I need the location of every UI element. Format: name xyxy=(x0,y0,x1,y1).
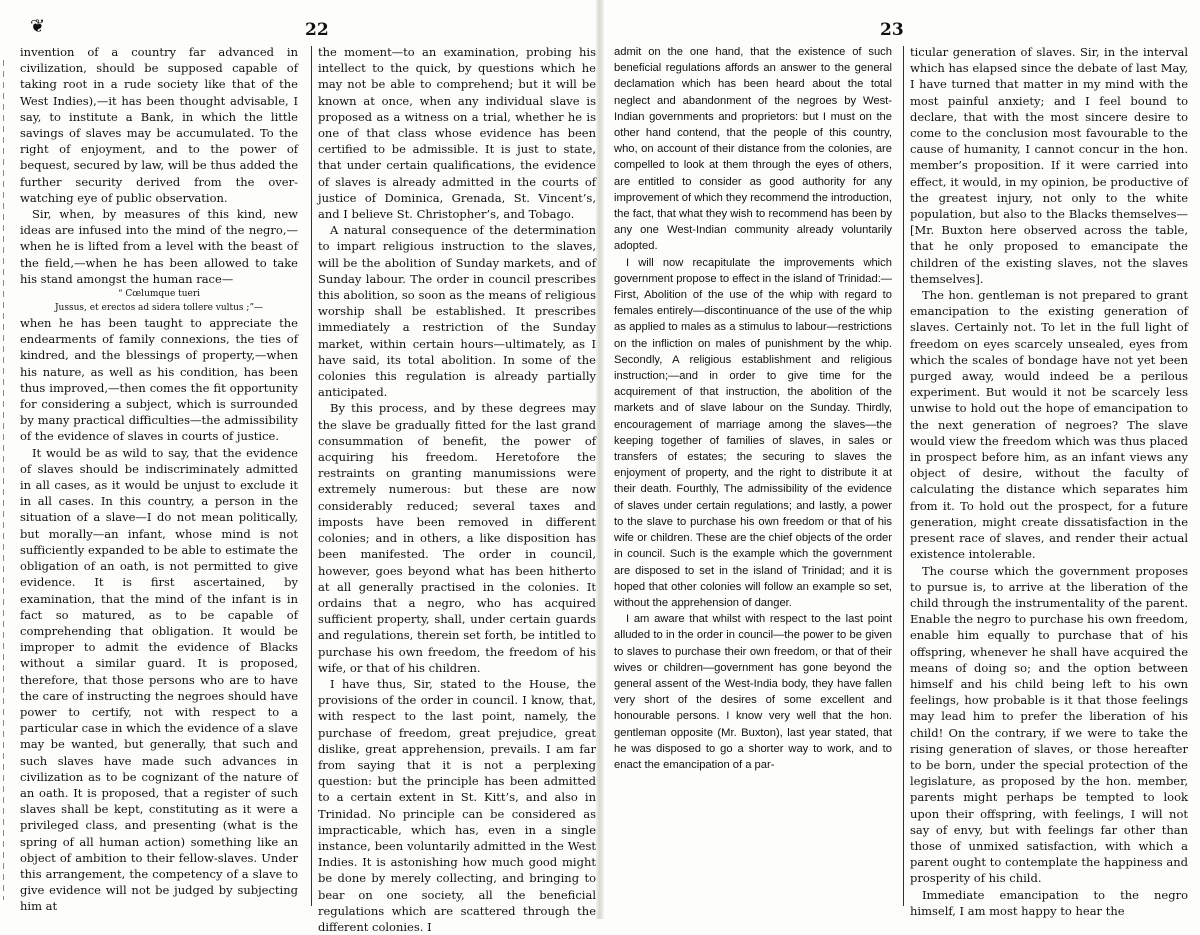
text-column-1 xyxy=(20,44,298,915)
paragraph: Immediate emancipation to the negro himself, I am most happy to hear the xyxy=(910,887,1188,918)
paragraph: ticular generation of slaves. Sir, in the interval which has elapsed since the debate of last May, I have turned that matter in my mind with the most painful anxiety; and I feel bound to declare, that with the most sincere desire to come to the conclusion most favourable to the cause of humanity, I cannot concur in the hon. member’s proposition. If it were carried into effect, it would, in my opinion, be productive of the greatest injury, not only to the white population, but also to the Blacks themselves—[Mr. Buxton here observed across the table, that he only proposed to emancipate the children of the existing slaves, not the slaves themselves]. xyxy=(910,45,1188,286)
page-number-left: 22 xyxy=(305,20,329,40)
paragraph: The course which the government proposes to pursue is, to arrive at the liberation of the child through the instrumentality of the parent. Enable the negro to purchase his own freedom, enable him equally to purchase that of his offspring, whenever he shall have acquired the means of doing so; and the option between himself and his child being left to his own feelings, how probable is it that those feelings may lead him to prefer the liberation of his child! On the contrary, if we were to take the rising generation of slaves, or those hereafter to be born, under the special protection of the legislature, as proposed by the hon. member, parents might perhaps be tempted to look upon their offspring, with feelings, I will not say of envy, but with feelings far other than those of unmixed satisfaction, with which a parent ought to contemplate the happiness and prosperity of his child. xyxy=(910,563,1188,886)
paragraph: invention of a country far advanced in civilization, should be supposed capable of taking root in a rude society like that of the West Indies),—it has been thought advisable, I say, to institute a Bank, in which the little savings of slaves may be accumulated. To the right of enjoyment, and to the power of bequest, secured by law, will be thus added the further security derived from the over-watching eye of public observation. xyxy=(20,45,298,205)
paragraph: I will now recapitulate the improvements which government propose to effect in the island of Trinidad:—First, Abolition of the use of the whip with regard to females entirely—discontinuance of the use of the whip as applied to males as a stimulus to labour—restrictions on the infliction on males of punishment by the whip. Secondly, A religious establishment and religious instruction;—and in order to give time for the acquirement of that instruction, the abolition of the markets and of slave labour on the Sunday. Thirdly, encouragement of marriage among the slaves—the keeping together of families of slaves, in sales or transfers of estates; the securing to slaves the enjoyment of property, and the right to distribute it at their death. Fourthly, The admissibility of the evidence of slaves under certain regulations; and lastly, a power to the slave to purchase his own freedom or that of his wife or children. These are the chief objects of the order in council. Such is the example which the government are disposed to set in the island of Trinidad; and it is hoped that other colonies will follow an example so set, without the apprehension of danger. xyxy=(614,256,892,609)
paragraph: It would be as wild to say, that the evidence of slaves should be indiscriminately admitted in all cases, as it would be unjust to exclude it in all cases. In this country, a person in the situation of a slave—I do not mean politically, but morally—an infant, whose mind is not sufficiently expanded to be able to estimate the obligation of an oath, is not permitted to give evidence. It is first ascertained, by examination, that the mind of the infant is in fact so matured, as to be capable of comprehending that obligation. It would be improper to admit the evidence of Blacks without a similar guard. It is proposed, therefore, that those persons who are to have the care of instructing the negroes should have power to certify, not with respect to a particular case in which the evidence of a slave may be wanted, but generally, that such and such slaves have made such advances in civilization as to be cognizant of the nature of an oath. It is proposed, that a register of such slaves shall be kept, constituting as it were a privileged class, and presenting (what is the spring of all human action) something like an object of ambition to their fellow-slaves. Under this arrangement, the competency of a slave to give evidence will not be judged by subjecting him at xyxy=(20,445,298,914)
page-edge-shadow xyxy=(3,60,4,900)
book-gutter xyxy=(596,0,604,919)
paragraph: the moment—to an examination, probing his intellect to the quick, by questions which he may not be able to comprehend; but it will be known at once, when any individual slave is proposed as a witness on a trial, whether he is one of that class whose evidence has been certified to be admissible. It is just to state, that under certain qualifications, the evidence of slaves is already admitted in the courts of justice of Dominica, Grenada, St. Vincent’s, and I believe St. Christopher’s, and Tobago. xyxy=(318,45,596,222)
page-number-right: 23 xyxy=(880,20,904,40)
text-column-2 xyxy=(318,44,596,935)
paragraph: A natural consequence of the determination to impart religious instruction to the slaves, will be the abolition of Sunday markets, and of Sunday labour. The order in council prescribes this abolition, so soon as the means of religious worship shall be established. It prescribes immediately a restriction of the Sunday market, within certain hours—ultimately, as I have said, its total abolition. In some of the colonies this regulation is already partially anticipated. xyxy=(318,223,596,400)
paragraph: admit on the one hand, that the existence of such beneficial regulations affords an answer to the general declamation which has been heard about the total neglect and abandonment of the negroes by West-Indian governments and proprietors: but I must on the other hand contend, that the people of this country, who, on account of their distance from the colonies, are compelled to look at them through the eyes of others, are entitled to consider as good authority for any improvement of which they recommend the introduction, the fact, that what they wish to recommend has been by any one West-Indian community already voluntarily adopted. xyxy=(614,46,892,253)
paragraph: when he has been taught to appreciate the endearments of family connexions, the ties of kindred, and the blessings of property,—when his nature, as well as his condition, has been thus improved,—then comes the fit opportunity for considering a subject, which is surrounded by many practical difficulties—the admissibility of the evidence of slaves in courts of justice. xyxy=(20,316,298,444)
printer-ornament: ❦ xyxy=(30,16,46,37)
paragraph: By this process, and by these degrees may the slave be gradually fitted for the last grand consummation of benefit, the power of acquiring his freedom. Heretofore the restraints on granting manumissions were extremely numerous: but these are now considerably reduced; several taxes and imposts have been removed in different colonies; and in others, a like disposition has been manifested. The order in council, however, goes beyond what has been hitherto at all generally practised in the colonies. It ordains that a negro, who has acquired sufficient property, shall, under certain guards and regulations, therein set forth, be intitled to purchase his own freedom, the freedom of his wife, or that of his children. xyxy=(318,401,596,675)
latin-quotation-line-1: “ Cœlumque tueri xyxy=(117,289,201,300)
paragraph: The hon. gentleman is not prepared to grant emancipation to the existing generation of slaves. Certainly not. To let in the full light of freedom on eyes scarcely unsealed, eyes from which the scales of bondage have not yet been purged away, would indeed be a perilous experiment. But would it not be scarcely less unwise to hold out the hope of emancipation to the next generation of negroes? The slave would view the freedom which was thus placed in prospect before him, as an infant views any object of desire, without the faculty of calculating the distance which separates him from it. To hold out the prospect, for a future generation, might create dissatisfaction in the present race of slaves, and render their actual existence intolerable. xyxy=(910,288,1188,562)
column-rule-right-page xyxy=(903,46,904,906)
text-column-4 xyxy=(910,44,1188,919)
paragraph: I have thus, Sir, stated to the House, the provisions of the order in council. I know, that, with respect to the last point, namely, the purchase of freedom, great prejudice, great dislike, great apprehension, prevails. I am far from saying that it is not a perplexing question: but the principle has been admitted to a certain extent in St. Kitt’s, and also in Trinidad. No principle can be considered as impracticable, which has, even in a single instance, been voluntarily admitted in the West Indies. It is astonishing how much good might be done by merely collecting, and bringing to bear on one society, all the beneficial regulations which are scattered through the different colonies. I xyxy=(318,676,596,934)
latin-quotation-line-2: Jussus, et erectos ad sidera tollere vultus ;”— xyxy=(54,303,264,314)
paragraph: Sir, when, by measures of this kind, new ideas are infused into the mind of the negro,—when he is lifted from a level with the beast of the field,—when he has been allowed to take his stand amongst the human race— xyxy=(20,207,298,286)
paragraph: I am aware that whilst with respect to the last point alluded to in the order in council—the power to be given to slaves to purchase their own freedom, or that of their wives or children—government has gone beyond the general assent of the West-India body, they have fallen very short of the desires of some excellent and honourable persons. I know very well that the hon. gentleman opposite (Mr. Buxton), last year stated, that he was disposed to go a shorter way to work, and to enact the emancipation of a par- xyxy=(614,613,892,771)
text-column-3 xyxy=(614,44,892,773)
column-rule-left-page xyxy=(311,46,312,906)
